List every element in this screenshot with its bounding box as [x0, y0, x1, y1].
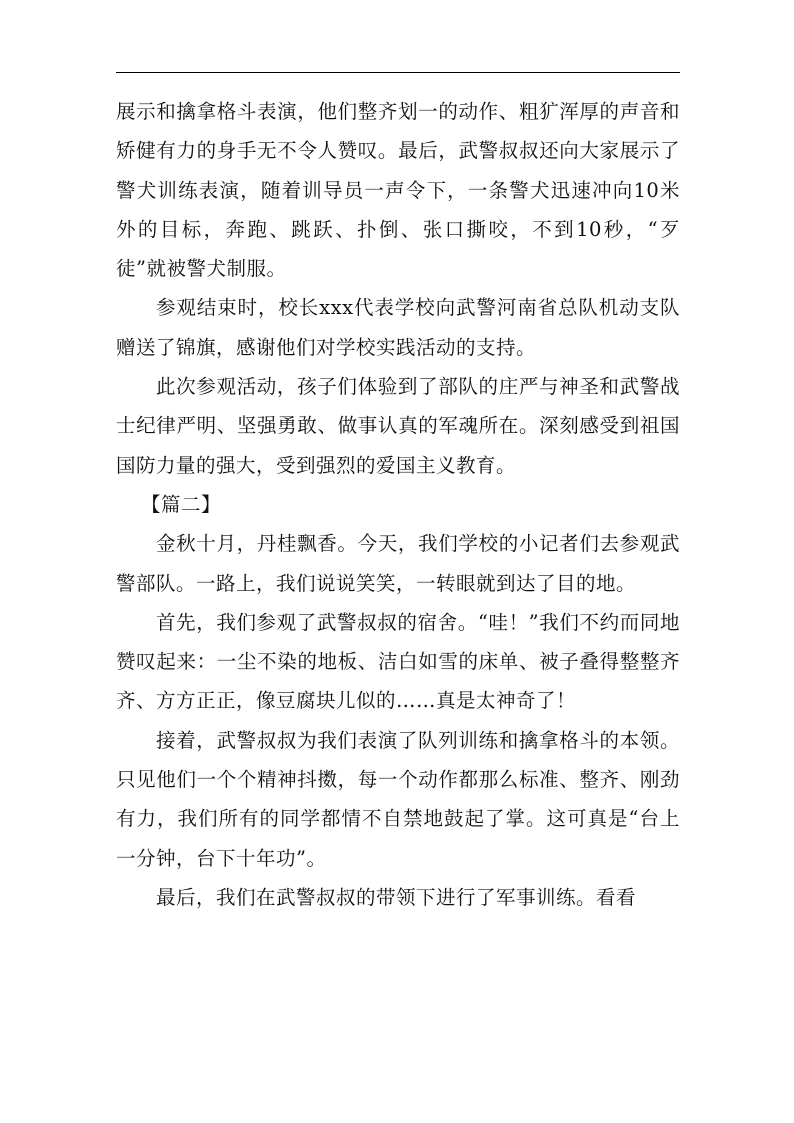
- section-heading-part-two: 【篇二】: [141, 492, 222, 516]
- header-rule: [116, 72, 680, 73]
- paragraph-6: 接着，武警叔叔为我们表演了队列训练和擒拿格斗的本领。只见他们一个个精神抖擞，每一个动作都那么标准、整齐、刚劲有力，我们所有的同学都情不自禁地鼓起了掌。这可真是“台上一分钟，台下十年功”。: [116, 728, 680, 870]
- document-body: [116, 92, 680, 917]
- paragraph-7: 最后，我们在武警叔叔的带领下进行了军事训练。看看: [155, 885, 636, 909]
- paragraph-3: 此次参观活动，孩子们体验到了部队的庄严与神圣和武警战士纪律严明、坚强勇敢、做事认真的军魂所在。深刻感受到祖国国防力量的强大，受到强烈的爱国主义教育。: [116, 375, 680, 477]
- paragraph-2: 参观结束时，校长xxx代表学校向武警河南省总队机动支队赠送了锦旗，感谢他们对学校实践活动的支持。: [116, 296, 680, 359]
- paragraph-4: 金秋十月，丹桂飘香。今天，我们学校的小记者们去参观武警部队。一路上，我们说说笑笑，一转眼就到达了目的地。: [116, 532, 680, 595]
- paragraph-1: 展示和擒拿格斗表演，他们整齐划一的动作、粗犷浑厚的声音和矫健有力的身手无不令人赞叹。最后，武警叔叔还向大家展示了警犬训练表演，随着训导员一声令下，一条警犬迅速冲向10米外的目标，奔跑、跳跃、扑倒、张口撕咬，不到10秒，“歹徒”就被警犬制服。: [116, 100, 680, 281]
- paragraph-5: 首先，我们参观了武警叔叔的宿舍。“哇！”我们不约而同地赞叹起来：一尘不染的地板、洁白如雪的床单、被子叠得整整齐齐、方方正正，像豆腐块儿似的……真是太神奇了！: [116, 610, 680, 713]
